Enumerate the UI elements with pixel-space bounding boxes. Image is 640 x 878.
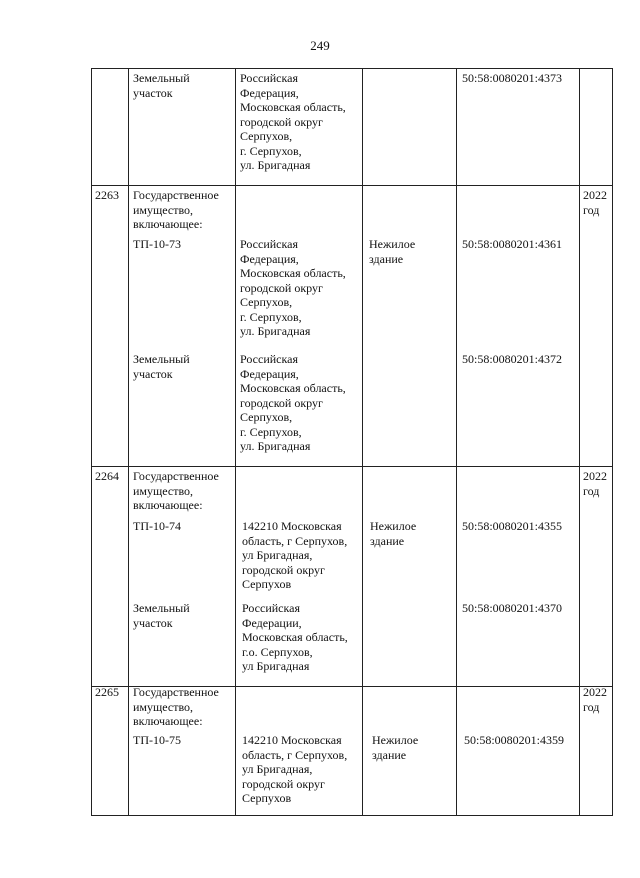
row-divider xyxy=(92,466,612,467)
object-address: 142210 Московская область, г Серпухов, ул Бригадная, городской округ Серпухов xyxy=(242,733,348,805)
column-divider xyxy=(235,69,236,815)
object-address: 142210 Московская область, г Серпухов, ул Бригадная, городской округ Серпухов xyxy=(242,519,348,591)
object-name: ТП-10-75 xyxy=(133,733,181,747)
object-name: ТП-10-74 xyxy=(133,519,181,533)
column-divider xyxy=(456,69,457,815)
cadastral-number: 50:58:0080201:4359 xyxy=(464,733,565,747)
row-period: 2022 год xyxy=(583,188,607,217)
column-divider xyxy=(128,69,129,815)
object-address: Российская Федерация, Московская область, городской округ Серпухов, г. Серпухов, ул. Бригадная xyxy=(240,237,346,338)
object-name: Земельный участок xyxy=(133,352,190,381)
object-type: Нежилое здание xyxy=(369,237,416,266)
row-number: 2263 xyxy=(95,188,119,202)
row-header: Государственное имущество, включающее: xyxy=(133,685,219,728)
object-address: Российская Федерации, Московская область, г.о. Серпухов, ул Бригадная xyxy=(242,601,348,673)
object-address: Российская Федерация, Московская область, городской округ Серпухов, г. Серпухов, ул. Бригадная xyxy=(240,71,346,172)
column-divider xyxy=(579,69,580,815)
cadastral-number: 50:58:0080201:4370 xyxy=(462,601,563,615)
row-period: 2022 год xyxy=(583,685,607,714)
property-table xyxy=(91,68,613,816)
object-address: Российская Федерация, Московская область, городской округ Серпухов, г. Серпухов, ул. Бригадная xyxy=(240,352,346,453)
row-header: Государственное имущество, включающее: xyxy=(133,188,219,231)
object-name: ТП-10-73 xyxy=(133,237,181,251)
row-divider xyxy=(92,185,612,186)
page-number: 249 xyxy=(310,38,330,53)
row-number: 2265 xyxy=(95,685,119,699)
row-number: 2264 xyxy=(95,469,119,483)
cadastral-number: 50:58:0080201:4361 xyxy=(462,237,563,251)
object-name: Земельный участок xyxy=(133,71,190,100)
object-type: Нежилое здание xyxy=(372,733,419,762)
cadastral-number: 50:58:0080201:4372 xyxy=(462,352,563,366)
column-divider xyxy=(362,69,363,815)
row-period: 2022 год xyxy=(583,469,607,498)
cadastral-number: 50:58:0080201:4373 xyxy=(462,71,563,85)
cadastral-number: 50:58:0080201:4355 xyxy=(462,519,563,533)
row-header: Государственное имущество, включающее: xyxy=(133,469,219,512)
object-type: Нежилое здание xyxy=(370,519,417,548)
object-name: Земельный участок xyxy=(133,601,190,630)
